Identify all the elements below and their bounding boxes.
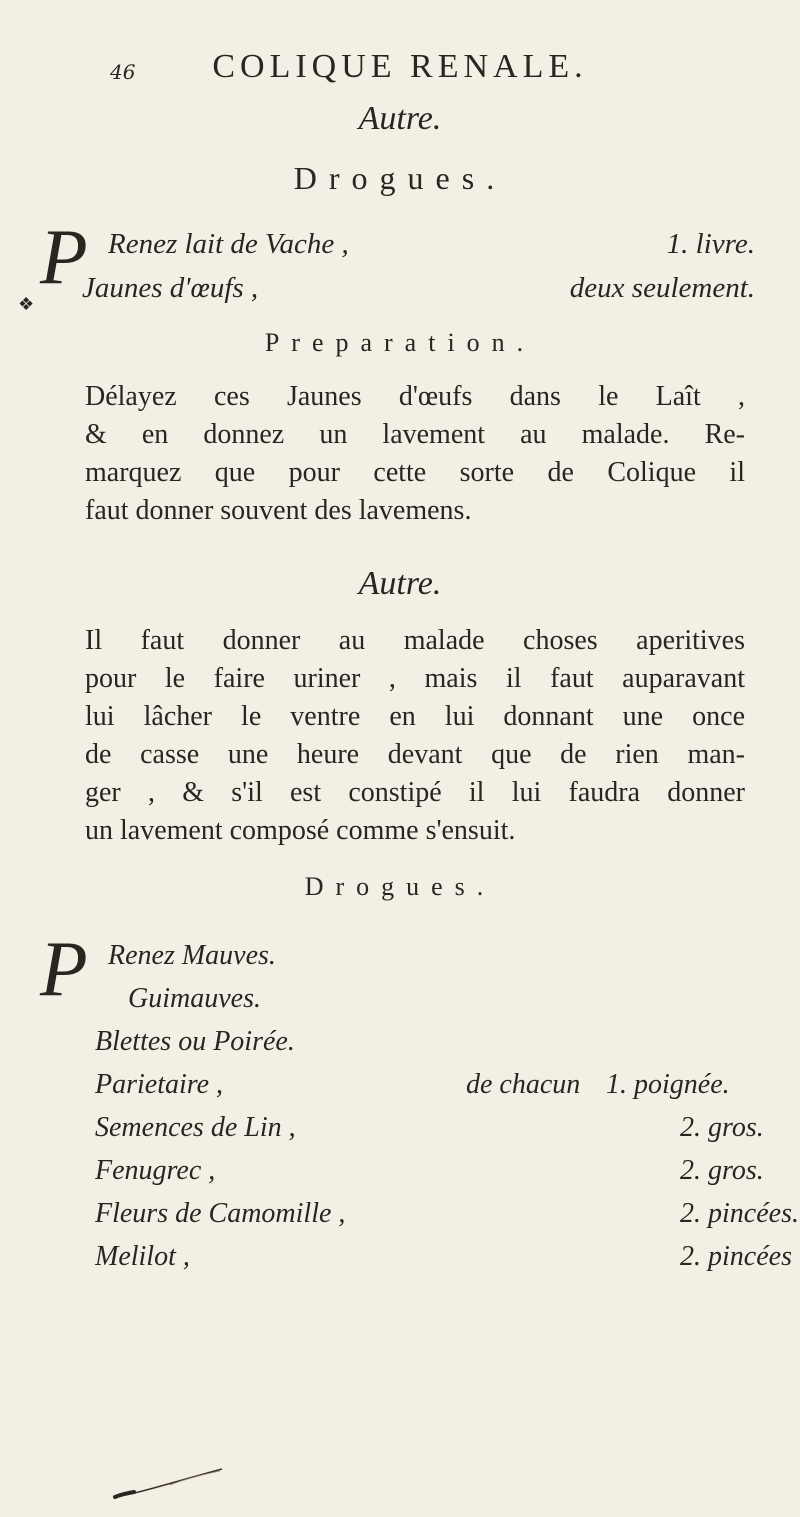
ingredient-quantity: 2. gros. bbox=[680, 1112, 764, 1143]
text-line: de casse une heure devant que de rien man- bbox=[85, 739, 745, 770]
ingredient-name: Blettes ou Poirée. bbox=[95, 1026, 295, 1057]
ingredient-quantity: 2. pincées bbox=[680, 1241, 792, 1272]
text-line: un lavement composé comme s'ensuit. bbox=[85, 815, 516, 846]
text-line: & en donnez un lavement au malade. Re- bbox=[85, 419, 745, 450]
quill-ornament-icon bbox=[110, 1465, 230, 1505]
ingredient-name: Melilot , bbox=[95, 1241, 190, 1272]
brace-label: de chacun bbox=[466, 1069, 581, 1100]
ingredient-name: Semences de Lin , bbox=[95, 1112, 296, 1143]
text-line: Il faut donner au malade choses aperitives bbox=[85, 625, 745, 656]
text-line: pour le faire uriner , mais il faut auparavant bbox=[85, 663, 745, 694]
preparation-heading: Preparation. bbox=[264, 328, 536, 357]
ingredient-name: Fenugrec , bbox=[95, 1155, 216, 1186]
section-title-autre: Autre. bbox=[358, 100, 442, 137]
running-title: COLIQUE RENALE. bbox=[212, 48, 588, 85]
text-line: marquez que pour cette sorte de Colique il bbox=[85, 457, 745, 488]
text-line: faut donner souvent des lavemens. bbox=[85, 495, 472, 526]
drogues-heading: Drogues. bbox=[304, 872, 496, 901]
ingredient-quantity: 2. pincées. bbox=[680, 1198, 799, 1229]
preparation-paragraph bbox=[85, 378, 745, 530]
ingredient-name: Guimauves. bbox=[128, 983, 261, 1014]
ingredient-name: Fleurs de Camomille , bbox=[95, 1198, 346, 1229]
ingredient-name: Renez Mauves. bbox=[108, 940, 276, 971]
text-line: ger , & s'il est constipé il lui faudra donner bbox=[85, 777, 745, 808]
section-title-autre: Autre. bbox=[358, 565, 442, 602]
ingredient-name: Jaunes d'œufs , bbox=[82, 272, 259, 304]
ingredient-quantity: 2. gros. bbox=[680, 1155, 764, 1186]
ingredient-quantity: 1. livre. bbox=[666, 228, 755, 260]
ingredient-quantity: deux seulement. bbox=[569, 272, 755, 304]
drop-cap: P bbox=[40, 925, 88, 1012]
drop-cap: P bbox=[40, 213, 88, 300]
body-paragraph bbox=[85, 622, 745, 850]
ingredient-quantity: 1. poignée. bbox=[606, 1069, 730, 1100]
text-line: Délayez ces Jaunes d'œufs dans le Laît , bbox=[85, 381, 745, 412]
page-number: 46 bbox=[110, 60, 136, 84]
drogues-heading: Drogues. bbox=[293, 160, 507, 196]
ingredient-name: Renez lait de Vache , bbox=[108, 228, 349, 260]
text-line: lui lâcher le ventre en lui donnant une once bbox=[85, 701, 745, 732]
ingredient-name: Parietaire , bbox=[95, 1069, 224, 1100]
margin-mark: ❖ bbox=[18, 294, 35, 315]
